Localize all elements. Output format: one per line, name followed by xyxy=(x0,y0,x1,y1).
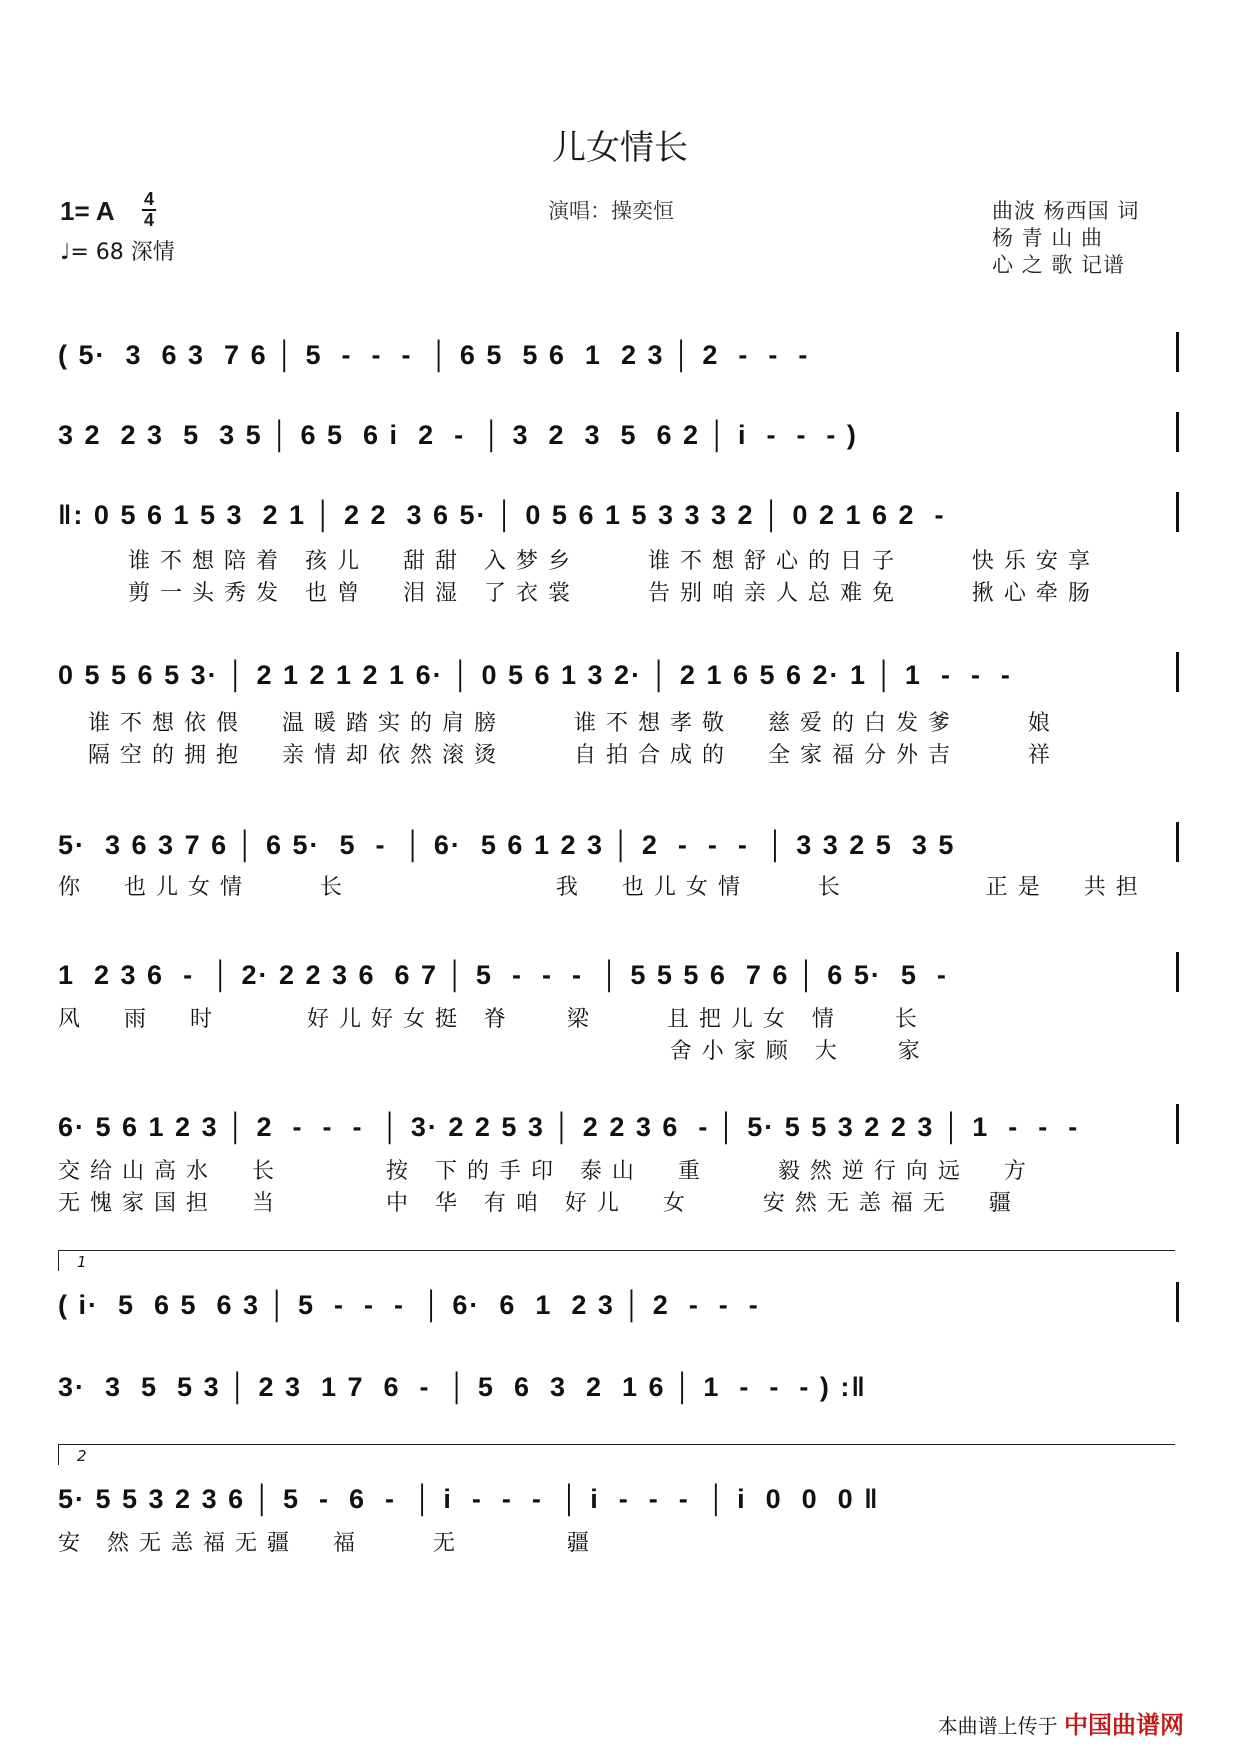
notes-line-4: 0 5 5 6 5 3· │ 2 1 2 1 2 1 6· │ 0 5 6 1 3 2· │ 2 1 6 5 6 2· 1 │ 1 - - - xyxy=(58,660,1012,690)
barline xyxy=(1176,1282,1179,1322)
notes-line-3: ‖: 0 5 6 1 5 3 2 1 │ 2 2 3 6 5· │ 0 5 6 1 5 3 3 3 2 │ 0 2 1 6 2 - xyxy=(58,500,946,530)
notes-line-9: 3· 3 5 5 3 │ 2 3 1 7 6 - │ 5 6 3 2 1 6 │ 1 - - - ) :‖ xyxy=(58,1372,867,1402)
barline xyxy=(1176,412,1179,452)
time-signature-top: 4 xyxy=(143,189,154,209)
footer-prefix: 本曲谱上传于 xyxy=(937,1714,1058,1738)
notes-line-5: 5· 3 6 3 7 6 │ 6 5· 5 - │ 6· 5 6 1 2 3 │ 2 - - - │ 3 3 2 5 3 5 xyxy=(58,830,956,860)
song-title: 儿女情长 xyxy=(552,128,688,168)
volta-bracket-1 xyxy=(58,1250,1175,1271)
time-signature xyxy=(142,190,156,230)
notes-line-2: 3 2 2 3 5 3 5 │ 6 5 6 i 2 - │ 3 2 3 5 6 2 │ i - - - ) xyxy=(58,420,858,450)
barline xyxy=(1176,652,1179,692)
tempo-marking: ♩= 68 深情 xyxy=(60,240,175,265)
barline xyxy=(1176,332,1179,372)
barline xyxy=(1176,492,1179,532)
notes-line-7: 6· 5 6 1 2 3 │ 2 - - - │ 3· 2 2 5 3 │ 2 2 3 6 - │ 5· 5 5 3 2 2 3 │ 1 - - - xyxy=(58,1112,1080,1142)
barline xyxy=(1176,1104,1179,1144)
barline xyxy=(1176,822,1179,862)
lyrics-verse-2: 舍小家顾 大 家 xyxy=(58,1039,930,1064)
lyrics-verse-1: 交给山高水 长 按 下的手印 泰山 重 毅然逆行向远 方 xyxy=(58,1159,1036,1184)
transcriber-credit: 心 之 歌 记谱 xyxy=(992,253,1126,277)
notes-line-10: 5· 5 5 3 2 3 6 │ 5 - 6 - │ i - - - │ i - - - │ i 0 0 0 ‖ xyxy=(58,1484,880,1514)
barline xyxy=(1176,952,1179,992)
notes-line-1: ( 5· 3 6 3 7 6 │ 5 - - - │ 6 5 5 6 1 2 3 │ 2 - - - xyxy=(58,340,810,370)
volta-number: 1 xyxy=(77,1253,87,1271)
composer-credit: 杨 青 山 曲 xyxy=(992,226,1104,250)
notes-line-8: ( i· 5 6 5 6 3 │ 5 - - - │ 6· 6 1 2 3 │ 2 - - - xyxy=(58,1290,760,1320)
lyrics-verse-1: 谁不想依偎 温暖踏实的肩膀 谁不想孝敬 慈爱的白发爹 娘 xyxy=(88,711,1060,736)
volta-bracket-2 xyxy=(58,1444,1175,1465)
lyrics-line: 安 然无恙福无疆 福 无 疆 xyxy=(58,1531,599,1556)
site-logo-text: 中国曲谱网 xyxy=(1064,1711,1184,1739)
volta-number: 2 xyxy=(77,1447,87,1465)
time-signature-bottom: 4 xyxy=(143,210,154,230)
upload-footer xyxy=(938,1705,1184,1740)
lyricist-credit: 曲波 杨西国 词 xyxy=(992,199,1140,223)
lyrics-verse-2: 剪一头秀发 也曾 泪湿 了衣裳 告别咱亲人总难免 揪心牵肠 xyxy=(128,581,1100,606)
lyrics-verse-2: 隔空的拥抱 亲情却依然滚烫 自拍合成的 全家福分外吉 祥 xyxy=(88,743,1060,768)
singer-credit: 演唱：操奕恒 xyxy=(548,199,674,223)
notes-line-6: 1 2 3 6 - │ 2· 2 2 3 6 6 7 │ 5 - - - │ 5 5 5 6 7 6 │ 6 5· 5 - xyxy=(58,960,948,990)
lyrics-verse-1: 谁不想陪着 孩儿 甜甜 入梦乡 谁不想舒心的日子 快乐安享 xyxy=(128,549,1100,574)
lyrics-verse-1: 风 雨 时 好儿好女挺 脊 梁 且把儿女 情 长 xyxy=(58,1007,927,1032)
lyrics-verse-2: 无愧家国担 当 中 华 有咱 好儿 女 安然无恙福无 疆 xyxy=(58,1191,1021,1216)
lyrics-line: 你 也儿女情 长 我 也儿女情 长 正是 共担 xyxy=(58,875,1148,900)
key-signature: 1= A xyxy=(60,196,115,226)
